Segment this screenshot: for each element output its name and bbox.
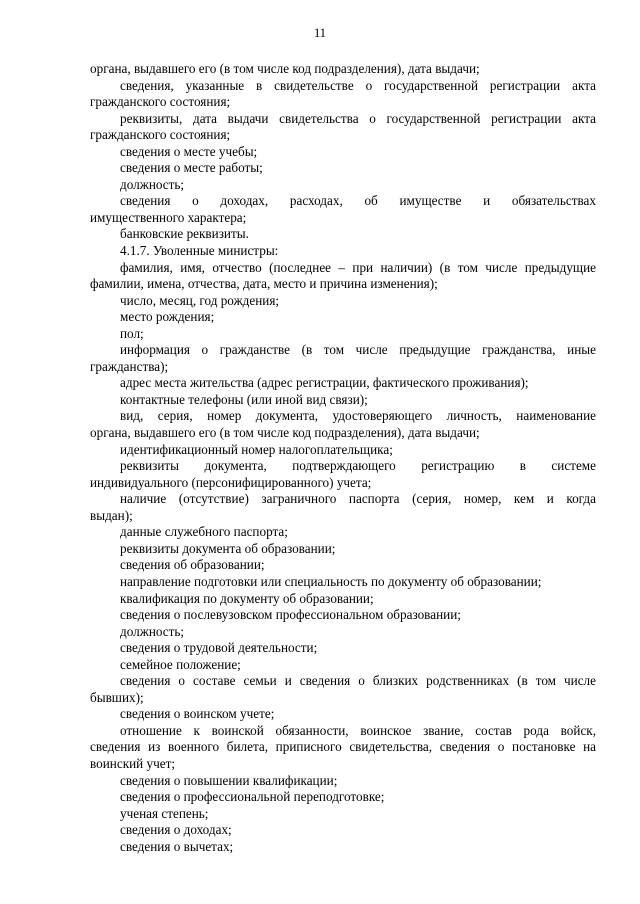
paragraph — [90, 408, 596, 441]
text-line: сведения о повышении квалификации; — [120, 772, 338, 788]
text-line: сведения о послевузовском профессиональном образовании; — [120, 607, 461, 623]
text-line: место рождения; — [120, 309, 215, 325]
paragraph — [90, 657, 596, 674]
text-line: квалификация по документу об образовании; — [120, 590, 374, 606]
text-line: гражданства); — [90, 358, 169, 374]
page-number: 11 — [313, 26, 327, 40]
text-line: пол; — [120, 325, 144, 341]
paragraph — [90, 326, 596, 343]
text-line: сведения о составе семьи и сведения о близких родственниках (в том числе — [120, 673, 596, 689]
text-line: гражданского состояния; — [90, 127, 231, 143]
text-line: адрес места жительства (адрес регистрации, фактического проживания); — [120, 375, 529, 391]
paragraph — [90, 293, 596, 310]
paragraph — [90, 574, 596, 591]
text-line: органа, выдавшего его (в том числе код подразделения), дата выдачи; — [90, 425, 480, 441]
text-line: сведения о воинском учете; — [120, 706, 275, 722]
text-line: отношение к воинской обязанности, воинское звание, состав рода войск, — [120, 722, 596, 738]
text-line: органа, выдавшего его (в том числе код подразделения), дата выдачи; — [90, 61, 480, 76]
paragraph — [90, 160, 596, 177]
text-line: сведения об образовании; — [120, 557, 265, 573]
paragraph — [90, 458, 596, 491]
paragraph — [90, 193, 596, 226]
paragraph — [90, 78, 596, 111]
text-line: сведения о профессиональной переподготовке; — [120, 789, 385, 805]
text-line: ученая степень; — [120, 805, 209, 821]
paragraph — [90, 541, 596, 558]
text-line: идентификационный номер налогоплательщика; — [120, 441, 393, 457]
document-body — [90, 61, 596, 855]
text-line: сведения о трудовой деятельности; — [120, 640, 318, 656]
paragraph — [90, 640, 596, 657]
text-line: направление подготовки или специальность по документу об образовании; — [120, 573, 542, 589]
text-line: выдан); — [90, 507, 133, 523]
text-line: бывших); — [90, 689, 144, 705]
paragraph — [90, 309, 596, 326]
paragraph — [90, 789, 596, 806]
paragraph — [90, 111, 596, 144]
text-line: имущественного характера; — [90, 209, 247, 225]
paragraph — [90, 624, 596, 641]
text-line: информация о гражданстве (в том числе предыдущие гражданства, иные — [120, 342, 596, 358]
text-line: реквизиты документа, подтверждающего регистрацию в системе — [120, 458, 596, 474]
text-line: фамилии, имена, отчества, дата, место и причина изменения); — [90, 276, 438, 292]
paragraph — [90, 442, 596, 459]
text-line: наличие (отсутствие) заграничного паспорта (серия, номер, кем и когда — [120, 491, 596, 507]
text-line: сведения о месте работы; — [120, 160, 263, 176]
text-line: сведения о доходах; — [120, 822, 232, 838]
text-line: реквизиты документа об образовании; — [120, 540, 336, 556]
paragraph — [90, 557, 596, 574]
text-line: должность; — [120, 176, 185, 192]
text-line: сведения, указанные в свидетельстве о государственной регистрации акта — [120, 77, 596, 93]
paragraph — [90, 706, 596, 723]
text-line: данные служебного паспорта; — [120, 524, 288, 540]
paragraph — [90, 822, 596, 839]
paragraph — [90, 591, 596, 608]
text-line: контактные телефоны (или иной вид связи); — [120, 391, 368, 407]
paragraph — [90, 773, 596, 790]
paragraph — [90, 673, 596, 706]
paragraph — [90, 177, 596, 194]
section-heading — [90, 243, 596, 260]
paragraph — [90, 392, 596, 409]
text-line: сведения о вычетах; — [120, 838, 234, 854]
paragraph — [90, 375, 596, 392]
text-line: 4.1.7. Уволенные министры: — [120, 243, 279, 259]
text-line: гражданского состояния; — [90, 94, 231, 110]
text-line: воинский учет; — [90, 755, 176, 771]
paragraph — [90, 607, 596, 624]
paragraph — [90, 144, 596, 161]
text-line: вид, серия, номер документа, удостоверяющего личность, наименование — [120, 408, 596, 424]
text-line: реквизиты, дата выдачи свидетельства о государственной регистрации акта — [120, 110, 596, 126]
paragraph — [90, 260, 596, 293]
paragraph — [90, 723, 596, 773]
text-line: банковские реквизиты. — [120, 226, 249, 242]
text-line: сведения о месте учебы; — [120, 143, 258, 159]
text-line: должность; — [120, 623, 185, 639]
text-line: семейное положение; — [120, 656, 241, 672]
text-line: сведения о доходах, расходах, об имуществе и обязательствах — [120, 193, 596, 209]
text-line: фамилия, имя, отчество (последнее – при наличии) (в том числе предыдущие — [120, 259, 596, 275]
paragraph — [90, 524, 596, 541]
text-line: индивидуального (персонифицированного) учета; — [90, 474, 372, 490]
paragraph — [90, 491, 596, 524]
paragraph — [90, 342, 596, 375]
text-line: сведения из военного билета, приписного свидетельства, сведения о постановке на — [90, 739, 596, 755]
paragraph — [90, 806, 596, 823]
paragraph — [90, 226, 596, 243]
paragraph — [90, 839, 596, 856]
paragraph — [90, 61, 596, 78]
text-line: число, месяц, год рождения; — [120, 292, 280, 308]
